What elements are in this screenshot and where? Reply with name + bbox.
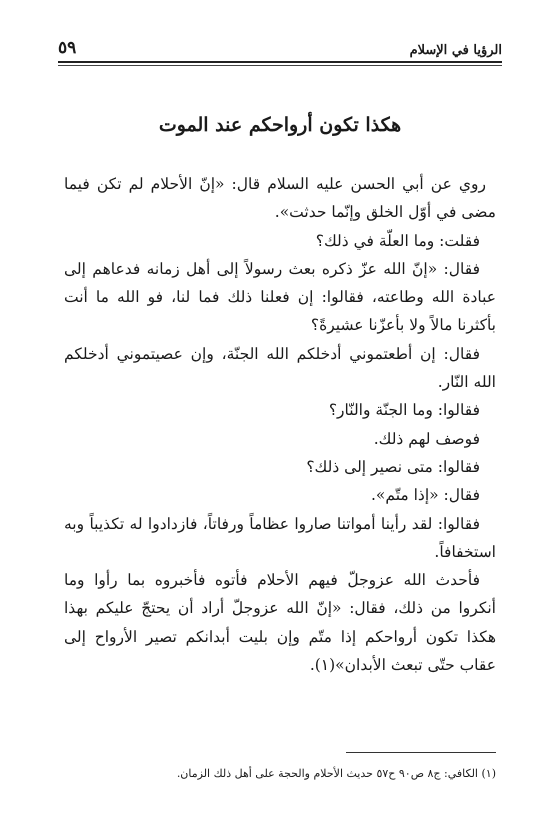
paragraph: فوصف لهم ذلك. [373,429,480,448]
paragraph: فقالوا: وما الجنّة والنّار؟ [328,401,480,420]
body-text [64,170,496,679]
header-rule-thin [58,65,502,66]
paragraph: فقلت: وما العلّة في ذلك؟ [315,231,480,250]
running-head [58,36,502,58]
paragraph: فقال: إن أطعتموني أدخلكم الله الجنّة، وإن عصيتموني أدخلكم الله النّار. [64,344,496,392]
running-title: الرؤيا في الإسلام [409,43,502,58]
paragraph: فقالوا: متى نصير إلى ذلك؟ [306,457,480,476]
page-number: ٥٩ [58,38,77,58]
paragraph: فقال: «إذا متّم». [370,486,480,505]
header-rule [58,61,502,63]
paragraph: فأحدث الله عزوجلّ فيهم الأحلام فأتوه فأخبروه بما رأوا وما أنكروا من ذلك، فقال: «إنّ الله عزوجلّ أراد أن يحتجّ عليكم بهذا هكذا تكون أرواحكم إذا متّم وإن بليت أبدانكم تصير الأرواح إلى عقاب حتّى تبعث الأبدان»(١). [64,571,496,675]
paragraph: فقالوا: لقد رأينا أمواتنا صاروا عظاماً ورفاتاً، فازدادوا له تكذيباً وبه استخفافاً. [64,514,496,561]
section-title: هكذا تكون أرواحكم عند الموت [158,114,402,136]
footnote: (١) الكافي: ج٨ ص٩٠ ح٥٧ حديث الأحلام والحجة على أهل ذلك الزمان. [176,767,496,780]
paragraph: فقال: «إنّ الله عزّ ذكره بعث رسولاً إلى أهل زمانه فدعاهم إلى عبادة الله وطاعته، فقالوا: إن فعلنا ذلك فما لنا، فو الله ما أنت بأكثرنا مالاً ولا بأعزّنا عشيرةً؟ [64,259,496,335]
paragraph: روي عن أبي الحسن عليه السلام قال: «إنّ الأحلام لم تكن فيما مضى في أوّل الخلق وإنّما حدثت». [64,175,496,222]
footnote-rule [346,752,496,753]
